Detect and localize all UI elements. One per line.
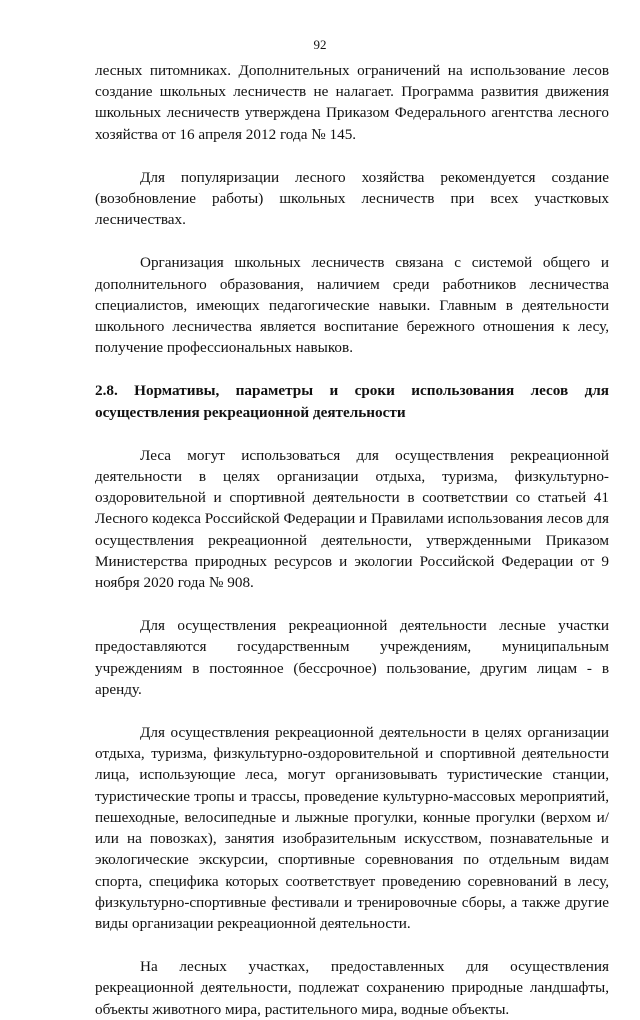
paragraph-land-provision: Для осуществления рекреационной деятельности лесные участки предоставляются государственным учреждениям, муниципальным учреждениям в постоянное (бессрочное) пользование, другим лицам - в аренду. (95, 617, 609, 698)
document-body (95, 60, 609, 1020)
paragraph-preservation: На лесных участках, предоставленных для осуществления рекреационной деятельности, подлежат сохранению природные ландшафты, объекты животного мира, растительного мира, водные объекты. (95, 958, 609, 1018)
section-heading: 2.8. Нормативы, параметры и сроки использования лесов для осуществления рекреационной деятельности (95, 382, 609, 421)
paragraph-continuation: лесных питомниках. Дополнительных ограничений на использование лесов создание школьных лесничеств не налагает. Программа развития движения школьных лесничеств утверждена Приказом Федерального агентства лесного хозяйства от 16 апреля 2012 года № 145. (95, 62, 609, 143)
paragraph-popularization: Для популяризации лесного хозяйства рекомендуется создание (возобновление работы) школьных лесничеств при всех участковых лесничествах. (95, 168, 609, 229)
paragraph-forest-use: Леса могут использоваться для осуществления рекреационной деятельности в целях организации отдыха, туризма, физкультурно-оздоровительной и спортивной деятельности в соответствии со статьей 41 Лесного кодекса Российской Федерации и Правилами использования лесов для осуществления рекреационной деятельности, утвержденными Приказом Министерства природных ресурсов и экологии Российской Федерации от 9 ноября 2020 года № 908. (95, 446, 609, 592)
page-number: 92 (313, 37, 327, 52)
paragraph-organization: Организация школьных лесничеств связана с системой общего и дополнительного образования, наличием среди работников лесничества специалистов, имеющих педагогические навыки. Главным в деятельности школьного лесничества является воспитание бережного отношения к лесу, получение профессиональных навыков. (95, 254, 609, 357)
paragraph-recreation-activities: Для осуществления рекреационной деятельности в целях организации отдыха, туризма, физкультурно-оздоровительной и спортивной деятельности лица, использующие леса, могут организовывать туристические станции, туристические тропы и трассы, проведение культурно-массовых мероприятий, пешеходные, велосипедные и лыжные прогулки, конные прогулки (верхом и/или на повозках), занятия изобразительным искусством, познавательные и экологические экскурсии, спортивные соревнования по отдельным видам спорта, специфика которых соответствует проведению соревнований в лесу, физкультурно-спортивные фестивали и тренировочные сборы, а также другие виды организации рекреационной деятельности. (95, 724, 609, 932)
